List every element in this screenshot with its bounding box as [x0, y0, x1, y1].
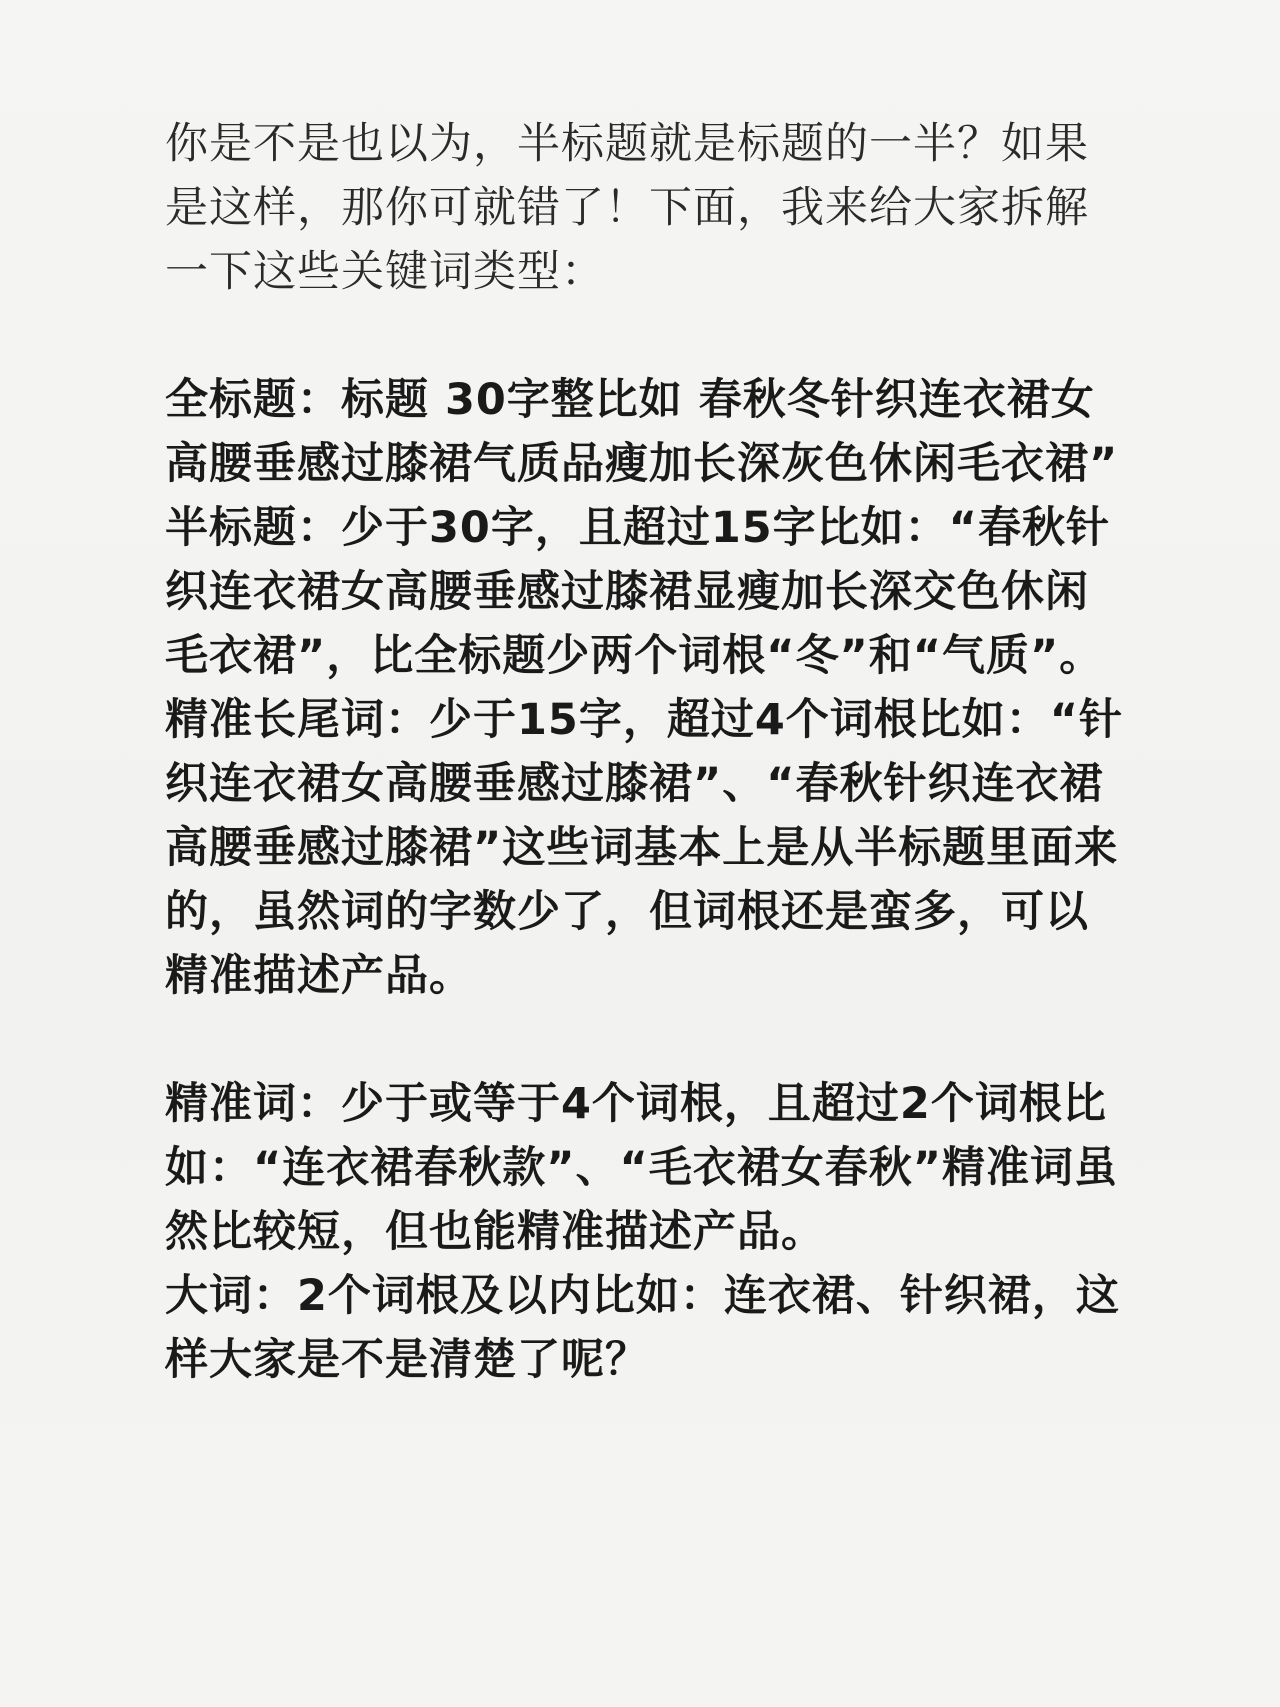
- precise-long-tail-paragraph: 精准长尾词：少于15字，超过4个词根比如：“针织连衣裙女高腰垂感过膝裙”、“春秋针织连衣裙高腰垂感过膝裙”这些词基本上是从半标题里面来的，虽然词的字数少了，但词根还是蛮多，可以精准描述产品。: [165, 695, 1124, 1001]
- intro-paragraph: 你是不是也以为，半标题就是标题的一半？如果是这样，那你可就错了！下面，我来给大家拆解一下这些关键词类型：: [165, 119, 1089, 297]
- half-title-paragraph: 半标题：少于30字，且超过15字比如：“春秋针织连衣裙女高腰垂感过膝裙显瘦加长深交色休闲毛衣裙”，比全标题少两个词根“冬”和“气质”。: [165, 503, 1110, 681]
- paragraph-gap: [165, 1008, 1125, 1072]
- big-word-paragraph: 大词：2个词根及以内比如：连衣裙、针织裙，这样大家是不是清楚了呢？: [165, 1271, 1120, 1385]
- document-body: [165, 112, 1125, 1392]
- full-title-paragraph: 全标题：标题 30字整比如 春秋冬针织连衣裙女高腰垂感过膝裙气质品瘦加长深灰色休闲毛衣裙”: [165, 375, 1119, 489]
- precise-word-paragraph: 精准词：少于或等于4个词根，且超过2个词根比如：“连衣裙春秋款”、“毛衣裙女春秋”精准词虽然比较短，但也能精准描述产品。: [165, 1079, 1119, 1257]
- paragraph-gap: [165, 304, 1125, 368]
